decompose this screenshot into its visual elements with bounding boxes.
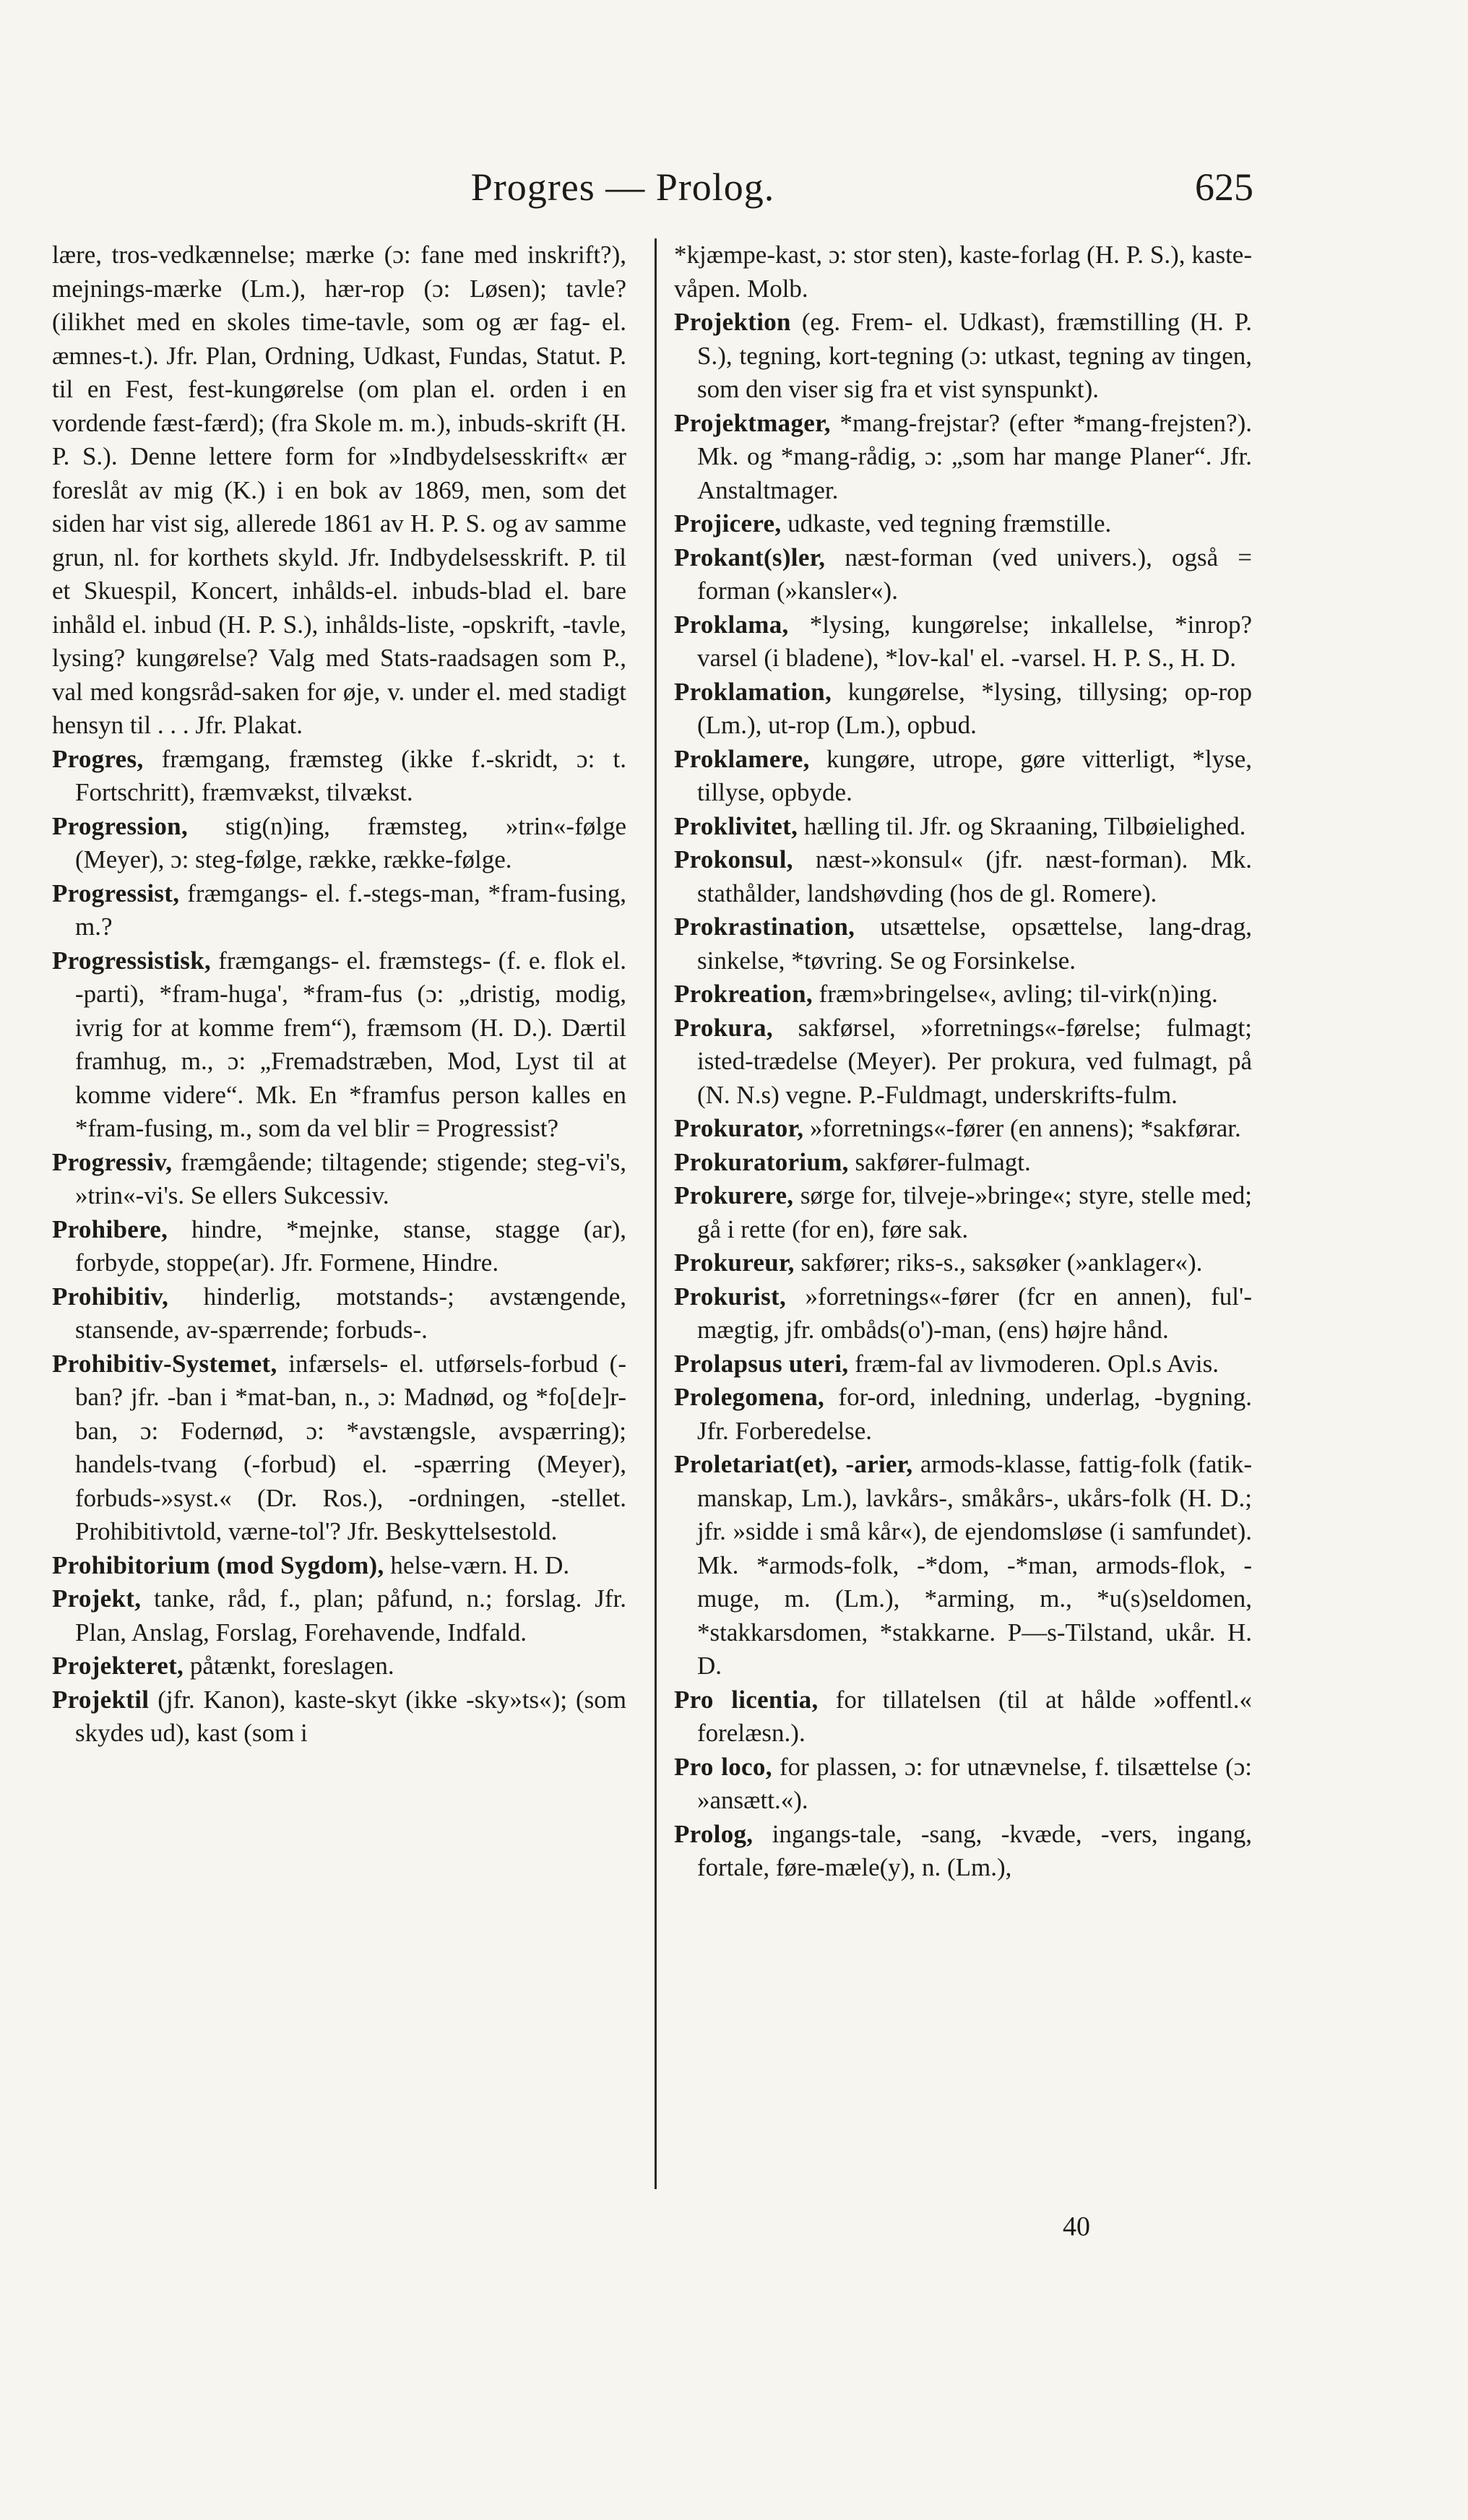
- dictionary-entry: [52, 1549, 626, 1583]
- dictionary-entry: [674, 843, 1252, 910]
- entry-definition: (jfr. Kanon), kaste-skyt (ikke -sky»ts«); (som skydes ud), kast (som i: [75, 1685, 626, 1747]
- running-title: Progres — Prolog.: [470, 165, 775, 209]
- entry-headword: Pro loco,: [674, 1752, 772, 1781]
- entry-definition: infærsels- el. utførsels-forbud (-ban? jfr. -ban i *mat-ban, n., ɔ: Madnød, og *fo[de]r-ban, ɔ: Fodernød, ɔ: *avstængsle, avspærring); handels-tvang (-forbud) el. -spærring (Meyer), forbuds-»syst.« (Dr. Ros.), -ordningen, -stellet. Prohibitivtold, værne-tol'? Jfr. Beskyttelsestold.: [75, 1349, 626, 1545]
- entry-definition: påtænkt, foreslagen.: [184, 1652, 394, 1680]
- entry-definition: tanke, råd, f., plan; påfund, n.; forslag. Jfr. Plan, Anslag, Forslag, Forehavende, Indfald.: [75, 1584, 626, 1647]
- entry-definition: hinderlig, motstands-; avstængende, stansende, av-spærrende; forbuds-.: [75, 1282, 626, 1344]
- entry-definition: hindre, *mejnke, stanse, stagge (ar), forbyde, stoppe(ar). Jfr. Formene, Hindre.: [75, 1214, 626, 1277]
- entry-definition: kungørelse, *lysing, tillysing; op-rop (Lm.), ut-rop (Lm.), opbud.: [697, 677, 1252, 739]
- entry-definition: armods-klasse, fattig-folk (fatik-manskap, Lm.), lavkårs-, småkårs-, ukårs-folk (H. D.; jfr. »sidde i små kår«), de ejendomsløse (i samfundet). Mk. *armods-folk, -*dom, -*man, armods-flok, -muge, m. (Lm.), *arming, m., *u(s)seldomen, *stakkarsdomen, *stakkarne. P—s-Tilstand, ukår. H. D.: [697, 1450, 1252, 1680]
- dictionary-entry: [52, 238, 626, 743]
- dictionary-entry: [674, 1280, 1252, 1347]
- entry-definition: *kjæmpe-kast, ɔ: stor sten), kaste-forlag (H. P. S.), kaste-våpen. Molb.: [674, 241, 1252, 303]
- entry-definition: »forretnings«-fører (fcr en annen), ful'-mægtig, jfr. ombåds(o')-man, (ens) højre hånd.: [697, 1282, 1252, 1344]
- entry-definition: fræmgangs- el. fræmstegs- (f. e. flok el. -parti), *fram-huga', *fram-fus (ɔ: „dristig, modig, ivrig for at komme frem“), fræmsom (H. D.). Dærtil framhug, m., ɔ: „Fremadstræben, Mod, Lyst til at komme videre“. Mk. En *framfus person kalles en *fram-fusing, m., som da vel blir = Progressist?: [75, 946, 626, 1142]
- entry-definition: sakførsel, »forretnings«-førelse; fulmagt; isted-trædelse (Meyer). Per prokura, ved fulmagt, på (N. N.s) vegne. P.-Fuldmagt, underskrifts-fulm.: [697, 1013, 1252, 1109]
- page-header: [51, 165, 1253, 210]
- dictionary-entry: [674, 1146, 1252, 1180]
- entry-headword: Prokuratorium,: [674, 1147, 849, 1176]
- entry-definition: sørge for, tilveje-»bringe«; styre, stelle med; gå i rette (for en), føre sak.: [697, 1181, 1252, 1243]
- left-column: [52, 238, 626, 1751]
- dictionary-entry: [674, 541, 1252, 608]
- column-divider: [655, 238, 657, 2189]
- entry-headword: Progressiv,: [52, 1147, 173, 1176]
- entry-definition: utsættelse, opsættelse, lang-drag, sinkelse, *tøvring. Se og Forsinkelse.: [697, 912, 1252, 975]
- entry-headword: Projektion: [674, 308, 791, 336]
- entry-headword: Projicere,: [674, 509, 782, 538]
- dictionary-entry: [674, 1751, 1252, 1818]
- entry-headword: Projekteret,: [52, 1652, 184, 1680]
- entry-definition: ingangs-tale, -sang, -kvæde, -vers, ingang, fortale, føre-mæle(y), n. (Lm.),: [697, 1819, 1252, 1881]
- dictionary-entry: [674, 407, 1252, 508]
- entry-headword: Proklamere,: [674, 744, 810, 773]
- dictionary-entry: [674, 507, 1252, 541]
- entry-headword: Prohibitorium (mod Sygdom),: [52, 1550, 384, 1579]
- entry-headword: Proklama,: [674, 610, 789, 639]
- entry-headword: Progression,: [52, 811, 188, 840]
- entry-headword: Projektmager,: [674, 408, 831, 437]
- entry-headword: Proletariat(et), -arier,: [674, 1450, 913, 1478]
- entry-definition: for plassen, ɔ: for utnævnelse, f. tilsættelse (ɔ: »ansætt.«).: [697, 1752, 1252, 1814]
- entry-definition: lære, tros-vedkænnelse; mærke (ɔ: fane med inskrift?), mejnings-mærke (Lm.), hær-rop (ɔ: Løsen); tavle? (ilikhet med en skoles time-tavle, som og ær fag- el. æmnes-t.). Jfr. Plan, Ordning, Udkast, Fundas, Statut. P. til en Fest, fest-kungørelse (om plan el. orden i en vordende fæst-færd); (fra Skole m. m.), inbuds-skrift (H. P. S.). Denne lettere form for »Indbydelsesskrift« ær foreslåt av mig (K.) i en bok av 1869, men, som det siden har vist sig, allerede 1861 av H. P. S. og av samme grun, nl. for korthets skyld. Jfr. Indbydelsesskrift. P. til et Skuespil, Koncert, inhålds-el. inbuds-blad el. bare inhåld el. inbud (H. P. S.), inhålds-liste, -opskrift, -tavle, lysing? kungørelse? Valg med Stats-raadsagen som P., val med kongsråd-saken for øje, v. under el. med stadigt hensyn til . . . Jfr. Plakat.: [52, 241, 626, 739]
- entry-definition: *lysing, kungørelse; inkallelse, *inrop? varsel (i bladene), *lov-kal' el. -varsel. H. P. S., H. D.: [697, 610, 1252, 672]
- right-column: [674, 238, 1252, 1885]
- entry-headword: Pro licentia,: [674, 1685, 819, 1714]
- entry-definition: helse-værn. H. D.: [384, 1550, 570, 1579]
- dictionary-entry: [674, 1448, 1252, 1683]
- entry-headword: Prokurist,: [674, 1282, 786, 1311]
- dictionary-entry: [52, 944, 626, 1146]
- dictionary-entry: [52, 810, 626, 877]
- dictionary-entry: [52, 1582, 626, 1649]
- entry-definition: stig(n)ing, fræmsteg, »trin«-følge (Meyer), ɔ: steg-følge, række, række-følge.: [75, 811, 626, 873]
- entry-headword: Prokurator,: [674, 1114, 804, 1142]
- entry-definition: næst-forman (ved univers.), også = forman (»kansler«).: [697, 543, 1252, 605]
- entry-headword: Prokonsul,: [674, 845, 793, 873]
- entry-headword: Prokurere,: [674, 1181, 794, 1209]
- dictionary-entry: [674, 238, 1252, 306]
- entry-headword: Prohibitiv-Systemet,: [52, 1349, 277, 1378]
- dictionary-entry: [52, 1649, 626, 1683]
- entry-headword: Proklamation,: [674, 677, 832, 706]
- dictionary-entry: [52, 1213, 626, 1280]
- entry-definition: kungøre, utrope, gøre vitterligt, *lyse, tillyse, opbyde.: [697, 744, 1252, 806]
- entry-definition: »forretnings«-fører (en annens); *sakførar.: [803, 1114, 1241, 1142]
- entry-headword: Progres,: [52, 744, 144, 773]
- entry-definition: fræmgangs- el. f.-stegs-man, *fram-fusing, m.?: [75, 879, 626, 941]
- dictionary-entry: [674, 978, 1252, 1011]
- dictionary-entry: [674, 1246, 1252, 1280]
- entry-headword: Prokureur,: [674, 1248, 795, 1277]
- entry-headword: Projekt,: [52, 1584, 142, 1613]
- entry-definition: for tillatelsen (til at hålde »offentl.« forelæsn.).: [697, 1685, 1252, 1747]
- dictionary-entry: [52, 1347, 626, 1549]
- entry-headword: Proklivitet,: [674, 811, 798, 840]
- entry-headword: Progressistisk,: [52, 946, 212, 975]
- dictionary-entry: [674, 810, 1252, 844]
- entry-definition: udkaste, ved tegning fræmstille.: [781, 509, 1112, 538]
- entry-definition: fræmgang, fræmsteg (ikke f.-skridt, ɔ: t. Fortschritt), fræmvækst, tilvækst.: [75, 744, 626, 806]
- dictionary-entry: [52, 1280, 626, 1347]
- entry-definition: sakfører; riks-s., saksøker (»anklager«).: [794, 1248, 1203, 1277]
- entry-headword: Prolog,: [674, 1819, 754, 1848]
- dictionary-entry: [52, 743, 626, 810]
- dictionary-entry: [674, 608, 1252, 676]
- entry-headword: Prokrastination,: [674, 912, 855, 941]
- dictionary-entry: [674, 1179, 1252, 1246]
- entry-headword: Projektil: [52, 1685, 150, 1714]
- page-number: 625: [1195, 165, 1253, 209]
- dictionary-entry: [674, 306, 1252, 407]
- dictionary-entry: [674, 1011, 1252, 1113]
- dictionary-entry: [52, 877, 626, 944]
- entry-definition: næst-»konsul« (jfr. næst-forman). Mk. stathålder, landshøvding (hos de gl. Romere).: [697, 845, 1252, 907]
- dictionary-entry: [674, 1683, 1252, 1751]
- dictionary-entry: [52, 1146, 626, 1213]
- entry-headword: Prokreation,: [674, 980, 813, 1008]
- dictionary-entry: [674, 1112, 1252, 1146]
- entry-headword: Prokant(s)ler,: [674, 543, 826, 571]
- dictionary-entry: [674, 1381, 1252, 1448]
- dictionary-entry: [674, 1818, 1252, 1885]
- entry-definition: fræmgående; tiltagende; stigende; steg-vi's, »trin«-vi's. Se ellers Sukcessiv.: [75, 1147, 626, 1209]
- signature-mark: 40: [1063, 2212, 1090, 2242]
- entry-headword: Prohibitiv,: [52, 1282, 169, 1311]
- entry-headword: Progressist,: [52, 879, 180, 907]
- entry-definition: (eg. Frem- el. Udkast), fræmstilling (H. P. S.), tegning, kort-tegning (ɔ: utkast, tegning av tingen, som den viser sig fra et vist synspunkt).: [697, 308, 1252, 403]
- entry-definition: for-ord, inledning, underlag, -bygning. Jfr. Forberedelse.: [697, 1383, 1252, 1445]
- entry-definition: fræm»bringelse«, avling; til-virk(n)ing.: [812, 980, 1218, 1008]
- entry-headword: Prohibere,: [52, 1214, 168, 1243]
- entry-headword: Prolegomena,: [674, 1383, 825, 1411]
- dictionary-entry: [52, 1683, 626, 1751]
- entry-definition: fræm-fal av livmoderen. Opl.s Avis.: [848, 1349, 1219, 1378]
- entry-definition: sakfører-fulmagt.: [848, 1147, 1031, 1176]
- dictionary-entry: [674, 743, 1252, 810]
- entry-definition: hælling til. Jfr. og Skraaning, Tilbøielighed.: [798, 811, 1246, 840]
- dictionary-entry: [674, 1347, 1252, 1381]
- entry-headword: Prokura,: [674, 1013, 773, 1042]
- entry-headword: Prolapsus uteri,: [674, 1349, 849, 1378]
- dictionary-entry: [674, 910, 1252, 978]
- dictionary-entry: [674, 676, 1252, 743]
- entry-definition: *mang-frejstar? (efter *mang-frejsten?). Mk. og *mang-rådig, ɔ: „som har mange Planer“. Jfr. Anstaltmager.: [697, 408, 1252, 504]
